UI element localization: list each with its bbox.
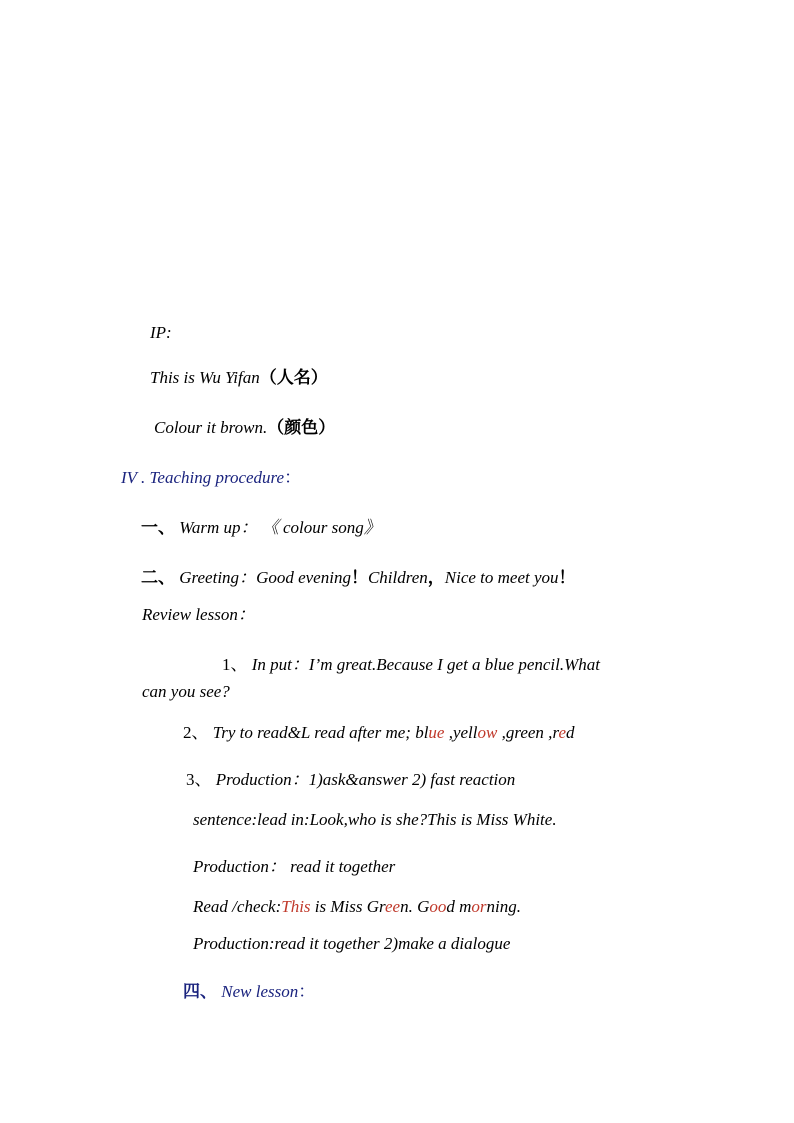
greeting-label: Greeting： xyxy=(179,568,257,587)
greeting-text-3: Nice to meet you xyxy=(444,568,559,587)
greeting-text-1: Good evening xyxy=(256,568,351,587)
word-yellow-highlight: ow xyxy=(477,723,498,742)
ip-label: IP: xyxy=(150,323,172,342)
step-3-number: 3、 xyxy=(186,770,212,789)
check-text-3: d m xyxy=(446,897,472,916)
word-red-end: d xyxy=(565,723,575,742)
greeting-line xyxy=(141,567,576,589)
greeting-exclaim-1: ！ xyxy=(350,568,368,588)
word-red-highlight: e xyxy=(558,723,566,742)
check-label: Read /check: xyxy=(193,897,282,916)
step-2-text: Try to read&L read after me; xyxy=(212,723,416,742)
greeting-number: 二、 xyxy=(141,568,175,588)
ip-line-1-note: （人名） xyxy=(259,368,328,388)
greeting-text-2: Children xyxy=(367,568,428,587)
warm-up-label: Warm up： xyxy=(179,518,258,537)
step-1-line xyxy=(222,654,600,676)
step-1-text: In put：I’m great.Because I get a blue pencil.What xyxy=(251,655,600,674)
section-colon: ： xyxy=(284,468,302,488)
word-blue-highlight: ue xyxy=(428,723,445,742)
check-text-2: n. G xyxy=(400,897,430,916)
ip-line-1 xyxy=(150,367,328,389)
step-1-continuation: can you see? xyxy=(142,682,230,701)
check-text-1: is Miss Gr xyxy=(310,897,386,916)
step-1-number: 1、 xyxy=(222,655,248,674)
check-or-highlight: or xyxy=(471,897,487,916)
step-2-number: 2、 xyxy=(183,723,209,742)
new-lesson-title: New lesson xyxy=(221,982,299,1001)
new-lesson-colon: ： xyxy=(298,982,316,1002)
check-ee-highlight: ee xyxy=(385,897,401,916)
word-yellow-start: yell xyxy=(452,723,478,742)
section-numeral: IV . xyxy=(121,468,150,487)
section-title: Teaching procedure xyxy=(149,468,285,487)
step-3-read-check xyxy=(193,896,521,918)
ip-line-2-text: Colour it brown. xyxy=(154,418,268,437)
step-3-text: Production：1)ask&answer 2) fast reaction xyxy=(215,770,516,789)
ip-line-2-note: （颜色） xyxy=(267,418,336,438)
review-lesson-label: Review lesson： xyxy=(142,605,255,624)
greeting-exclaim-2: ！ xyxy=(558,568,576,588)
word-red-start: r xyxy=(552,723,559,742)
warm-up-line xyxy=(141,517,381,539)
greeting-comma: ， xyxy=(427,568,445,588)
warm-up-number: 一、 xyxy=(141,518,175,538)
check-this-highlight: This xyxy=(281,897,311,916)
word-sep-2: ,green , xyxy=(497,723,553,742)
check-text-4: ning. xyxy=(486,897,522,916)
step-3-sentence: sentence:lead in:Look,who is she?This is Miss White. xyxy=(193,810,557,829)
warm-up-content: 《 colour song》 xyxy=(261,518,381,537)
step-3-production: Production： read it together xyxy=(193,857,396,876)
section-heading-new-lesson xyxy=(183,981,315,1003)
section-heading-teaching-procedure xyxy=(121,467,301,489)
word-blue-start: bl xyxy=(415,723,429,742)
ip-line-1-text: This is Wu Yifan xyxy=(150,368,260,387)
word-sep-1: , xyxy=(444,723,453,742)
step-2-line xyxy=(183,722,574,744)
ip-line-2 xyxy=(154,417,335,439)
new-lesson-number: 四、 xyxy=(183,982,217,1002)
check-oo-highlight: oo xyxy=(429,897,447,916)
step-3-line xyxy=(186,769,515,791)
step-3-production-2: Production:read it together 2)make a dialogue xyxy=(193,934,511,953)
